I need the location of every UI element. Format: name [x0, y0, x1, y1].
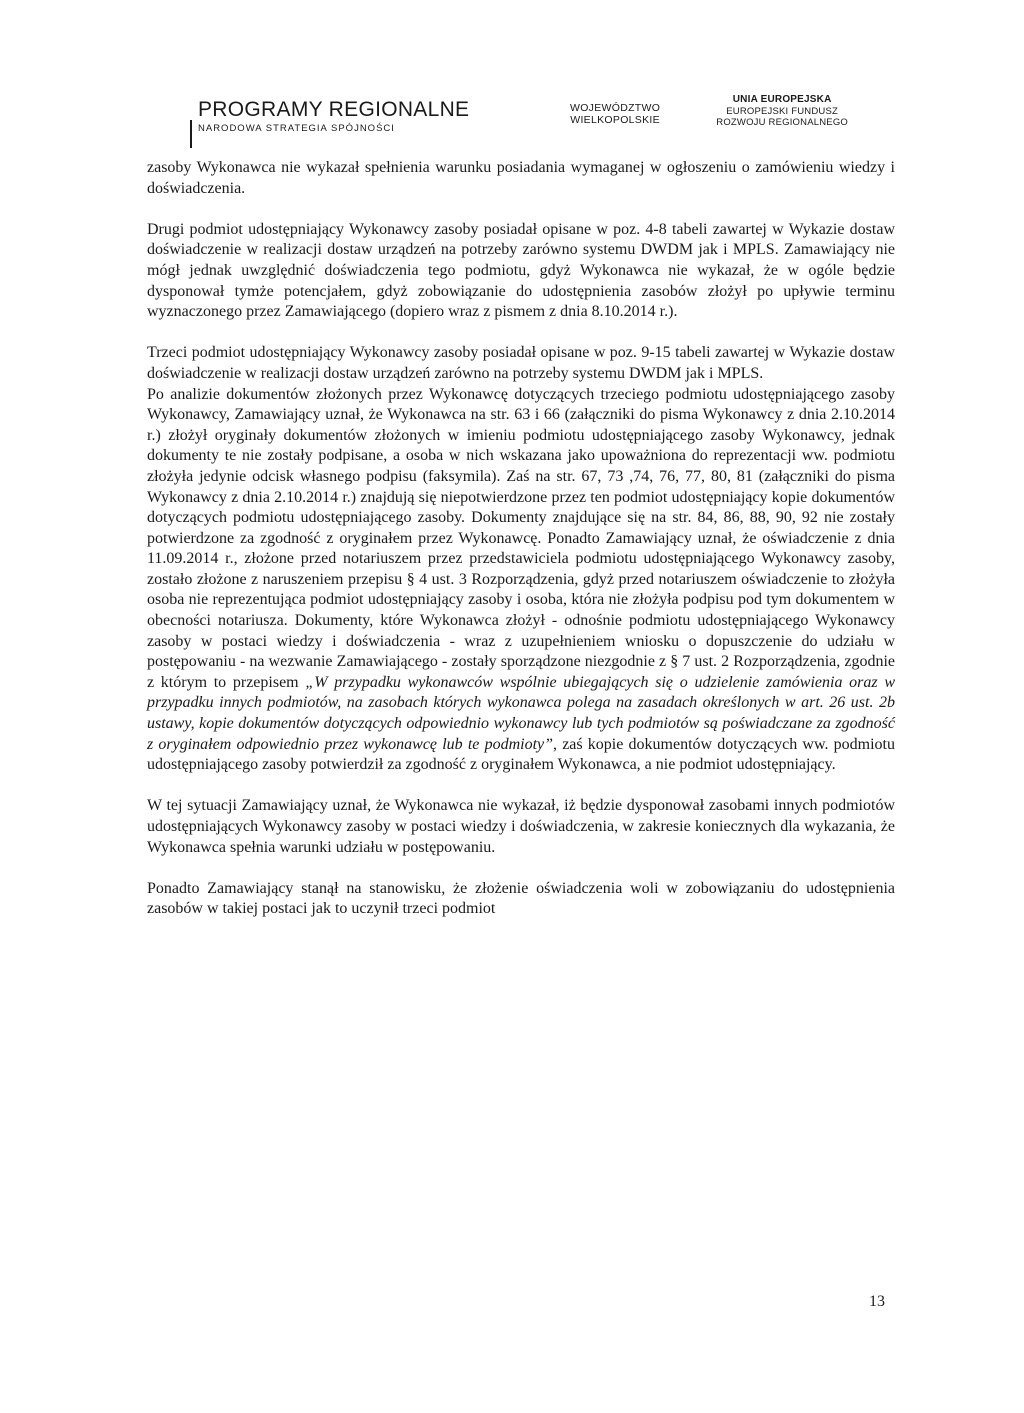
region-line-1: WOJEWÓDZTWO [570, 102, 661, 114]
program-title: PROGRAMY REGIONALNE [198, 98, 470, 121]
page-number: 13 [869, 1293, 885, 1310]
paragraph-5: W tej sytuacji Zamawiający uznał, że Wykonawca nie wykazał, iż będzie dysponował zasobami innych podmiotów udostępniających Wykonawcy zasoby w postaci wiedzy i doświadczenia, w zakresie koniecznych dla wykazania, że Wykonawca spełnia warunki udziału w postępowaniu. [147, 797, 895, 856]
eu-fund-line: EUROPEJSKI FUNDUSZ [726, 105, 839, 117]
eu-logo [716, 94, 848, 129]
program-subtitle: NARODOWA STRATEGIA SPÓJNOŚCI [198, 123, 395, 134]
paragraph-4-part-a: Po analizie dokumentów złożonych przez Wykonawcę dotyczących trzeciego podmiotu udostępniającego zasoby Wykonawcy, Zamawiający uznał, że Wykonawca na str. 63 i 66 (załączniki do pisma Wykonawcy z dnia 2.10.2014 r.) złożył oryginały dokumentów złożonych w imieniu podmiotu udostępniającego zasoby Wykonawcy, jednak dokumenty te nie zostały podpisane, a osoba w nich wskazana jako upoważniona do reprezentacji ww. podmiotu złożyła jedynie odcisk własnego podpisu (faksymila). Zaś na str. 67, 73 ,74, 76, 77, 80, 81 (załączniki do pisma Wykonawcy z dnia 2.10.2014 r.) znajdują się niepotwierdzone przez ten podmiot udostępniający kopie dokumentów dotyczących podmiotu udostępniającego zasoby. Dokumenty znajdujące się na str. 84, 86, 88, 90, 92 nie zostały potwierdzone za zgodność z oryginałem przez Wykonawcę. Ponadto Zamawiający uznał, że oświadczenie z dnia 11.09.2014 r., złożone przed notariuszem przez przedstawiciela podmiotu udostępniającego Wykonawcy zasoby, zostało złożone z naruszeniem przepisu § 4 ust. 3 Rozporządzenia, gdyż przed notariuszem oświadczenie to złożyła osoba nie reprezentująca podmiot udostępniający zasoby i osoba, która nie złożyła podpisu pod tym dokumentem w obecności notariusza. Dokumenty, które Wykonawca złożył - odnośnie podmiotu udostępniającego Wykonawcy zasoby w postaci wiedzy i doświadczenia - wraz z uzupełnieniem wniosku o dopuszczenie do udziału w postępowaniu - na wezwanie Zamawiającego - zostały sporządzone niezgodnie z § 7 ust. 2 Rozporządzenia, zgodnie z którym to przepisem [147, 385, 895, 691]
program-logo [198, 98, 469, 135]
paragraph-1: zasoby Wykonawca nie wykazał spełnienia warunku posiadania wymaganej w ogłoszeniu o zamówieniu wiedzy i doświadczenia. [147, 159, 895, 197]
page-header [0, 92, 1024, 152]
quoted-regulation: „W przypadku wykonawców wspólnie ubiegających się o udzielenie zamówienia oraz w przypadku innych podmiotów, na zasobach których wykonawca polega na zasadach określonych w art. 26 ust. 2b ustawy, kopie dokumentów dotyczących odpowiednio wykonawcy lub tych podmiotów są poświadczane za zgodność z oryginałem odpowiednio przez wykonawcę lub te podmioty” [147, 673, 895, 753]
paragraph-2: Drugi podmiot udostępniający Wykonawcy zasoby posiadał opisane w poz. 4-8 tabeli zawartej w Wykazie dostaw doświadczenie w realizacji dostaw urządzeń na potrzeby zarówno systemu DWDM jak i MPLS. Zamawiający nie mógł jednak uwzględnić doświadczenia tego podmiotu, gdyż Wykonawca nie wykazał, że w ogóle będzie dysponował tymże potencjałem, gdyż zobowiązanie do udostępnienia zasobów złożył po upływie terminu wyznaczonego przez Zamawiającego (dopiero wraz z pismem z dnia 8.10.2014 r.). [147, 220, 895, 321]
eu-fund-line-2: ROZWOJU REGIONALNEGO [716, 117, 848, 128]
paragraph-4 [147, 385, 895, 776]
program-logo-bar [190, 120, 192, 148]
paragraph-3: Trzeci podmiot udostępniający Wykonawcy zasoby posiadał opisane w poz. 9-15 tabeli zawartej w Wykazie dostaw doświadczenie w realizacji dostaw urządzeń zarówno na potrzeby systemu DWDM jak i MPLS. [147, 344, 895, 382]
region-line-2: WIELKOPOLSKIE [570, 114, 660, 126]
paragraph-6: Ponadto Zamawiający stanął na stanowisku, że złożenie oświadczenia woli w zobowiązaniu do udostępnienia zasobów w takiej postaci jak to uczynił trzeci podmiot [147, 879, 895, 918]
eu-title: UNIA EUROPEJSKA [732, 94, 832, 105]
paragraph-4-part-b: , zaś kopie dokumentów dotyczących ww. podmiotu udostępniającego zasoby potwierdził za zgodność z oryginałem Wykonawca, a nie podmiot udostępniający. [147, 735, 895, 774]
document-body [147, 158, 895, 920]
region-logo [570, 102, 660, 126]
